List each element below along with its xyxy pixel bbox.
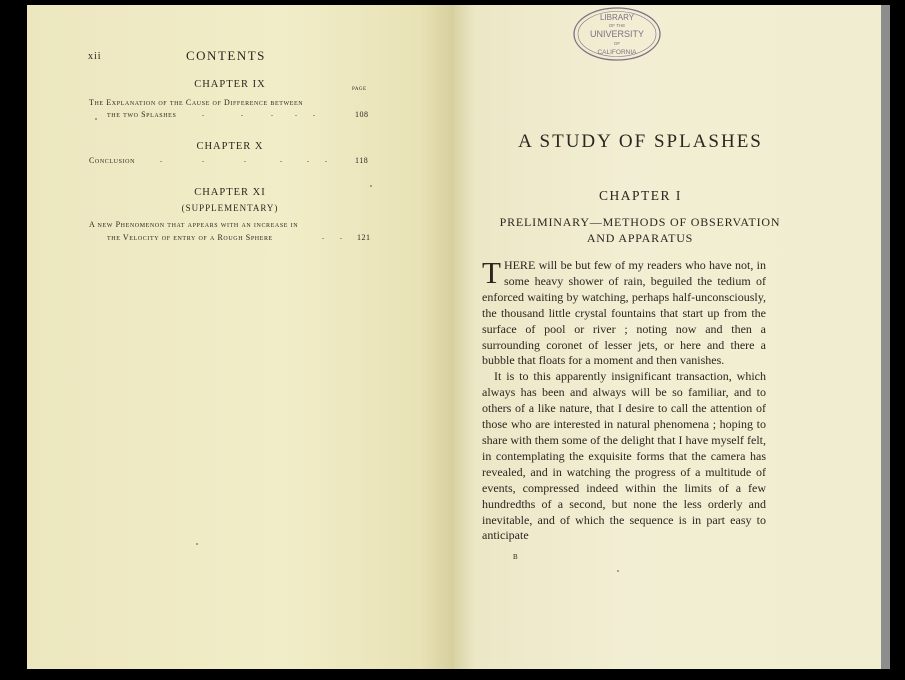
paper-speck <box>95 118 97 120</box>
book-title: A STUDY OF SPLASHES <box>518 131 763 152</box>
section-heading-line: PRELIMINARY—METHODS OF OBSERVATION <box>499 215 781 229</box>
library-stamp <box>572 6 662 62</box>
page-column-header: PAGE <box>352 87 367 92</box>
page-folio: xii <box>88 51 102 62</box>
stamp-text: LIBRARY <box>599 13 635 22</box>
toc-entry-line: The Explanation of the Cause of Difference between <box>89 98 304 107</box>
toc-entry-line: A new Phenomenon that appears with an increase in <box>89 220 299 229</box>
chapter-heading: CHAPTER IX <box>194 79 266 90</box>
stamp-text: OF THE <box>608 23 626 28</box>
paper-speck <box>370 185 372 187</box>
toc-leader: . . . . . . <box>160 155 328 164</box>
toc-page-number: 121 <box>357 233 371 242</box>
toc-entry-line: the Velocity of entry of a Rough Sphere <box>107 233 273 242</box>
section-heading-line: AND APPARATUS <box>586 231 694 245</box>
chapter-heading: CHAPTER X <box>196 141 264 152</box>
body-text <box>482 255 766 544</box>
chapter-subheading: (SUPPLEMENTARY) <box>181 203 279 213</box>
contents-title: CONTENTS <box>186 48 266 63</box>
page-edge <box>881 5 890 669</box>
stamp-text: CALIFORNIA <box>597 49 637 56</box>
section-heading <box>480 214 800 246</box>
paragraph <box>482 255 766 369</box>
toc-page-number: 108 <box>355 110 369 119</box>
toc-page-number: 118 <box>355 156 369 165</box>
paper-speck <box>617 570 619 572</box>
toc-leader: . . <box>322 232 343 241</box>
chapter-heading: CHAPTER XI <box>194 187 266 198</box>
drop-cap: T <box>482 255 501 290</box>
chapter-heading: CHAPTER I <box>599 188 682 203</box>
paragraph-text: HERE will be but few of my readers who have not, in some heavy shower of rain, beguiled the tedium of enforced waiting by watching, perhaps half-unconsciously, the thousand little crystal fountains that start up from the surface of pool or river ; noting now and then a surrounding coronet of lesser jets, or here and there a bubble that floats for a moment and then vanishes. <box>482 258 766 368</box>
paper-speck <box>196 543 198 545</box>
paragraph: It is to this apparently insignificant transaction, which always has been and always will be so familiar, and to others of a like nature, that I desire to call the attention of those who are interested in natural phenomena ; hoping to share with them some of the delight that I have myself felt, in contemplating the exquisite forms that the camera has revealed, and in watching the progress of a multitude of events, compressed indeed within the limits of a few hundredths of a second, but none the less orderly and inevitable, and of which the sequence is in part easy to anticipate <box>482 369 766 543</box>
toc-entry-line: Conclusion <box>89 156 136 165</box>
toc-entry-line: the two Splashes <box>107 110 177 119</box>
stamp-text: OF <box>613 41 621 46</box>
signature-mark: B <box>513 553 518 561</box>
stamp-text: UNIVERSITY <box>589 29 645 39</box>
toc-leader: . . . . . <box>202 109 316 118</box>
